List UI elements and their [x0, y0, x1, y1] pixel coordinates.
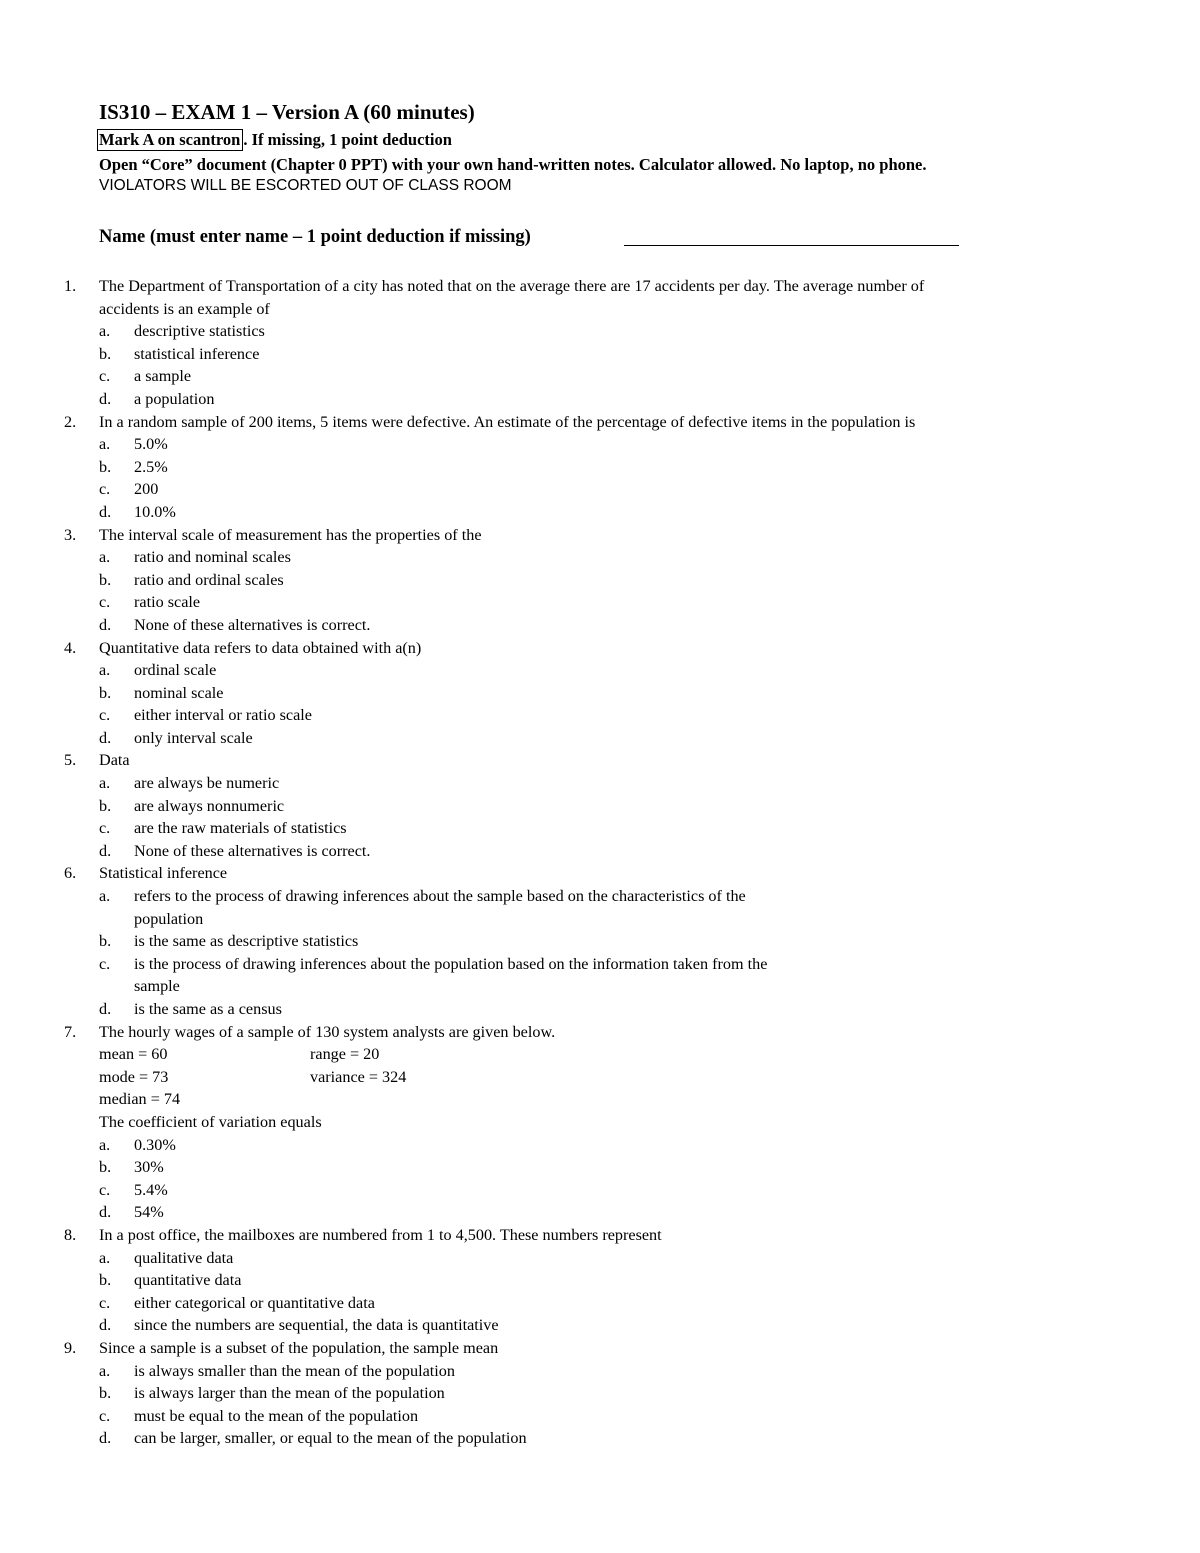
stat-left: mean = 60 — [99, 1045, 168, 1064]
option-row — [0, 1134, 1200, 1157]
scantron-penalty: . If missing, 1 point deduction — [243, 130, 452, 149]
option-text: population — [134, 909, 204, 928]
question-row — [0, 749, 1200, 772]
option-letter: d. — [99, 389, 112, 408]
option-letter: c. — [99, 367, 111, 386]
question-text: The Department of Transportation of a city has noted that on the average there are 17 accidents per day. The average number of — [99, 277, 925, 295]
option-row — [0, 682, 1200, 705]
option-letter: a. — [99, 887, 111, 906]
option-text: ordinal scale — [134, 661, 217, 680]
option-letter: d. — [99, 502, 112, 521]
option-letter: d. — [99, 841, 112, 860]
option-text: sample — [134, 977, 180, 996]
option-text: only interval scale — [134, 728, 253, 747]
option-text: 5.0% — [134, 435, 168, 454]
option-text: 30% — [134, 1158, 164, 1177]
question-text: Data — [99, 751, 130, 770]
stats-row — [0, 1088, 1200, 1111]
option-row — [0, 727, 1200, 750]
question-row — [0, 524, 1200, 547]
option-row — [0, 1201, 1200, 1224]
option-text: statistical inference — [134, 344, 260, 363]
option-row — [0, 1247, 1200, 1270]
option-text: a population — [134, 389, 215, 408]
stat-left: mode = 73 — [99, 1067, 169, 1086]
exam-title: IS310 – EXAM 1 – Version A (60 minutes) — [99, 100, 475, 124]
option-letter: a. — [99, 1361, 111, 1380]
option-letter: c. — [99, 954, 111, 973]
option-letter: d. — [99, 1429, 112, 1448]
option-letter: a. — [99, 661, 111, 680]
option-row — [0, 343, 1200, 366]
question-text: Quantitative data refers to data obtained with a(n) — [99, 638, 422, 657]
question-text: Since a sample is a subset of the population, the sample mean — [99, 1338, 499, 1357]
option-row — [0, 614, 1200, 637]
option-letter: c. — [99, 1293, 111, 1312]
option-row — [0, 1269, 1200, 1292]
option-letter: b. — [99, 1158, 112, 1177]
option-letter: c. — [99, 819, 111, 838]
option-row — [0, 908, 1200, 931]
option-row — [0, 478, 1200, 501]
question-text: The interval scale of measurement has the properties of the — [99, 525, 482, 544]
question-number: 1. — [64, 277, 77, 295]
question-row — [0, 275, 1200, 298]
question-number: 2. — [64, 412, 77, 431]
question-number: 9. — [64, 1338, 77, 1357]
option-row — [0, 1427, 1200, 1450]
option-text: 5.4% — [134, 1180, 168, 1199]
option-text: None of these alternatives is correct. — [134, 841, 371, 860]
option-text: can be larger, smaller, or equal to the mean of the population — [134, 1429, 527, 1448]
option-text: is always smaller than the mean of the population — [134, 1361, 455, 1380]
option-row — [0, 885, 1200, 908]
option-text: since the numbers are sequential, the data is quantitative — [134, 1316, 499, 1335]
option-row — [0, 930, 1200, 953]
option-letter: b. — [99, 344, 112, 363]
question-text: In a random sample of 200 items, 5 items were defective. An estimate of the percentage of defective items in the population is — [99, 412, 916, 431]
violators-warning: VIOLATORS WILL BE ESCORTED OUT OF CLASS ROOM — [99, 177, 512, 194]
option-text: None of these alternatives is correct. — [134, 615, 371, 634]
option-row — [0, 1156, 1200, 1179]
option-text: ratio and ordinal scales — [134, 570, 284, 589]
option-text: either categorical or quantitative data — [134, 1293, 375, 1312]
question-number: 3. — [64, 525, 77, 544]
option-row — [0, 1314, 1200, 1337]
option-row — [0, 1405, 1200, 1428]
option-text: must be equal to the mean of the population — [134, 1406, 419, 1425]
option-letter: a. — [99, 322, 111, 341]
option-text: 200 — [134, 480, 159, 499]
question-text: accidents is an example of — [99, 299, 270, 318]
option-row — [0, 456, 1200, 479]
question-row — [0, 1111, 1200, 1134]
question-number: 8. — [64, 1225, 77, 1244]
option-text: 54% — [134, 1203, 164, 1222]
option-row — [0, 817, 1200, 840]
question-row — [0, 298, 1200, 321]
option-text: 0.30% — [134, 1135, 176, 1154]
option-row — [0, 365, 1200, 388]
option-text: refers to the process of drawing inferences about the sample based on the characteristics of the — [134, 887, 746, 906]
option-text: are always nonnumeric — [134, 796, 285, 815]
option-text: 10.0% — [134, 502, 176, 521]
question-row — [0, 1337, 1200, 1360]
question-text: The hourly wages of a sample of 130 system analysts are given below. — [99, 1022, 556, 1041]
question-number: 7. — [64, 1022, 77, 1041]
option-text: a sample — [134, 367, 192, 386]
option-letter: a. — [99, 1248, 111, 1267]
option-text: are the raw materials of statistics — [134, 819, 347, 838]
open-note-instruction: Open “Core” document (Chapter 0 PPT) with your own hand-written notes. Calculator allowed. No laptop, no phone. — [99, 155, 927, 174]
question-number: 5. — [64, 751, 77, 770]
name-blank-line[interactable] — [624, 245, 959, 246]
option-text: is the same as a census — [134, 1000, 282, 1018]
option-letter: b. — [99, 457, 112, 476]
stat-right: range = 20 — [310, 1045, 380, 1064]
option-letter: d. — [99, 1316, 112, 1335]
option-row — [0, 975, 1200, 998]
option-row — [0, 1292, 1200, 1315]
option-letter: c. — [99, 480, 111, 499]
option-row — [0, 320, 1200, 343]
option-text: either interval or ratio scale — [134, 706, 312, 725]
option-row — [0, 591, 1200, 614]
option-letter: c. — [99, 706, 111, 725]
question-list — [0, 275, 1200, 1450]
option-letter: b. — [99, 1384, 112, 1403]
question-row — [0, 1021, 1200, 1044]
option-letter: b. — [99, 796, 112, 815]
option-text: quantitative data — [134, 1271, 242, 1290]
option-text: are always be numeric — [134, 774, 280, 793]
question-text: The coefficient of variation equals — [99, 1112, 322, 1131]
question-row — [0, 862, 1200, 885]
option-text: ratio scale — [134, 593, 201, 612]
stat-left: median = 74 — [99, 1090, 181, 1109]
option-letter: d. — [99, 615, 112, 634]
option-letter: d. — [99, 728, 112, 747]
option-row — [0, 388, 1200, 411]
option-row — [0, 704, 1200, 727]
option-row — [0, 1360, 1200, 1383]
question-row — [0, 1224, 1200, 1247]
option-row — [0, 569, 1200, 592]
option-row — [0, 772, 1200, 795]
option-letter: c. — [99, 1406, 111, 1425]
option-row — [0, 501, 1200, 524]
question-text: Statistical inference — [99, 864, 228, 883]
option-row — [0, 795, 1200, 818]
question-number: 6. — [64, 864, 77, 883]
name-label: Name (must enter name – 1 point deduction if missing) — [99, 227, 531, 247]
question-row — [0, 411, 1200, 434]
option-letter: a. — [99, 1135, 111, 1154]
option-text: is the same as descriptive statistics — [134, 932, 359, 951]
option-letter: b. — [99, 932, 112, 951]
stats-row — [0, 1043, 1200, 1066]
stat-right: variance = 324 — [310, 1067, 407, 1086]
option-letter: b. — [99, 1271, 112, 1290]
option-text: qualitative data — [134, 1248, 234, 1267]
question-row — [0, 637, 1200, 660]
option-row — [0, 1382, 1200, 1405]
option-letter: a. — [99, 435, 111, 454]
option-text: ratio and nominal scales — [134, 548, 291, 567]
option-text: descriptive statistics — [134, 322, 265, 341]
option-text: 2.5% — [134, 457, 168, 476]
option-letter: a. — [99, 774, 111, 793]
option-row — [0, 659, 1200, 682]
option-row — [0, 433, 1200, 456]
option-row — [0, 546, 1200, 569]
option-letter: d. — [99, 1000, 112, 1018]
option-row — [0, 998, 1200, 1021]
option-row — [0, 953, 1200, 976]
question-text: In a post office, the mailboxes are numbered from 1 to 4,500. These numbers represent — [99, 1225, 662, 1244]
option-letter: b. — [99, 683, 112, 702]
question-number: 4. — [64, 638, 77, 657]
option-row — [0, 1179, 1200, 1202]
option-letter: c. — [99, 593, 111, 612]
option-letter: c. — [99, 1180, 111, 1199]
option-text: nominal scale — [134, 683, 224, 702]
option-text: is the process of drawing inferences about the population based on the information taken from the — [134, 954, 768, 973]
option-letter: b. — [99, 570, 112, 589]
option-text: is always larger than the mean of the population — [134, 1384, 445, 1403]
option-row — [0, 840, 1200, 863]
option-letter: a. — [99, 548, 111, 567]
scantron-box: Mark A on scantron — [97, 129, 243, 151]
scantron-instruction — [99, 129, 452, 151]
stats-row — [0, 1066, 1200, 1089]
option-letter: d. — [99, 1203, 112, 1222]
